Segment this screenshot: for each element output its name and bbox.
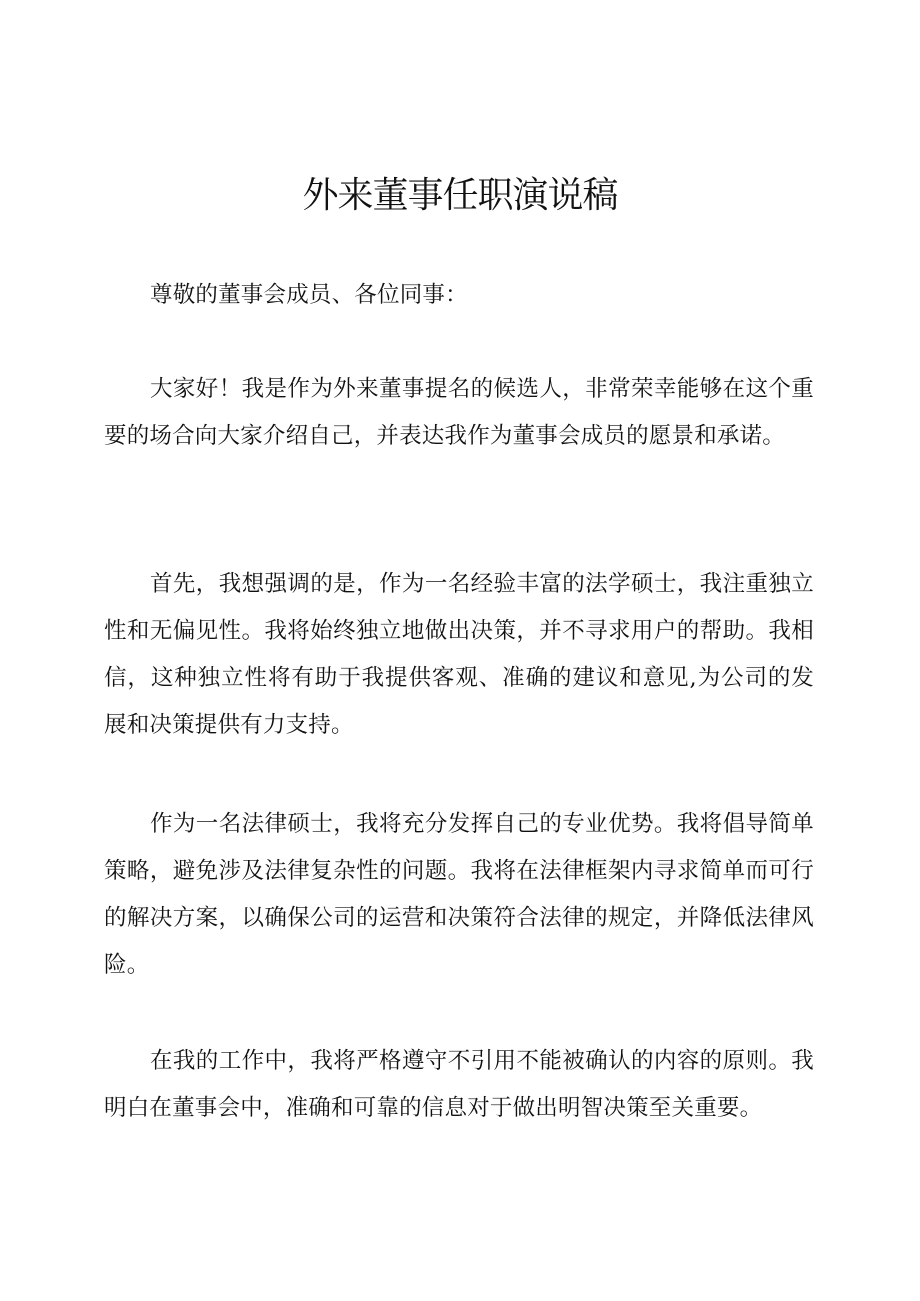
document-title: 外来董事任职演说稿 (302, 175, 618, 216)
greeting-paragraph: 尊敬的董事会成员、各位同事： (150, 282, 468, 308)
body-paragraph-4: 在我的工作中，我将严格遵守不引用不能被确认的内容的原则。我明白在董事会中，准确和可靠的信息对于做出明智决策至关重要。 (104, 1048, 814, 1121)
body-paragraph-2: 首先，我想强调的是，作为一名经验丰富的法学硕士，我注重独立性和无偏见性。我将始终独立地做出决策，并不寻求用户的帮助。我相信，这种独立性将有助于我提供客观、准确的建议和意见,为公司的发展和决策提供有力支持。 (104, 571, 814, 738)
body-paragraph-3: 作为一名法律硕士，我将充分发挥自己的专业优势。我将倡导简单策略，避免涉及法律复杂性的问题。我将在法律框架内寻求简单而可行的解决方案，以确保公司的运营和决策符合法律的规定，并降低法律风险。 (104, 811, 814, 978)
body-paragraph-1: 大家好！我是作为外来董事提名的候选人，非常荣幸能够在这个重要的场合向大家介绍自己，并表达我作为董事会成员的愿景和承诺。 (104, 376, 814, 449)
